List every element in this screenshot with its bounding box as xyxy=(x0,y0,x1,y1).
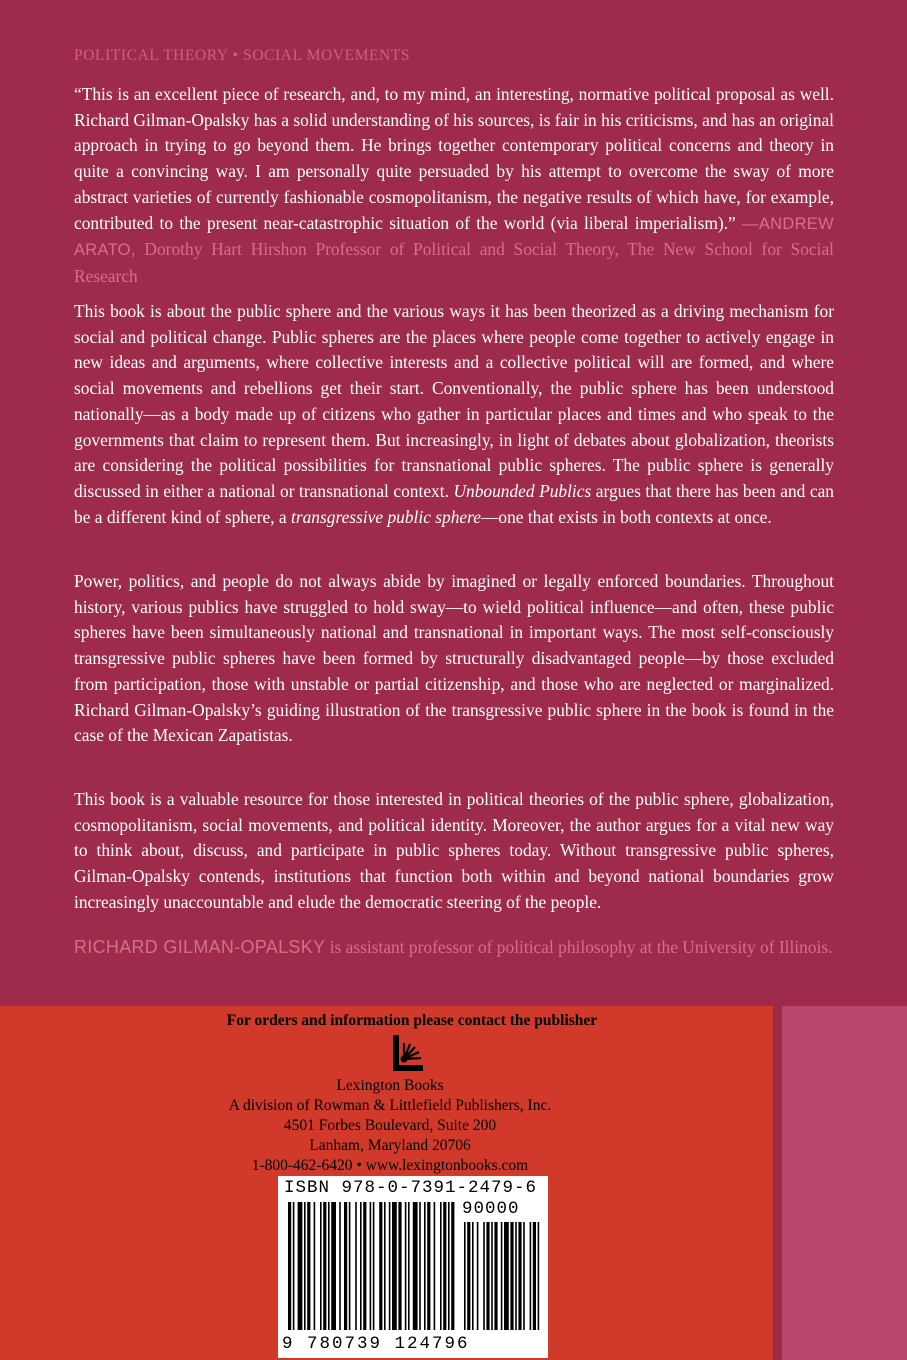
panel-divider xyxy=(773,1006,782,1360)
publisher-address xyxy=(0,1076,780,1176)
publisher-name: Lexington Books xyxy=(336,1077,444,1094)
publisher-street: 4501 Forbes Boulevard, Suite 200 xyxy=(283,1117,497,1134)
isbn-number: ISBN 978-0-7391-2479-6 xyxy=(284,1178,538,1198)
description-text: This book is about the public sphere and the various ways it has been theorized as a driving mechanism for social and political change. Public spheres are the places where people come together to actively engage in new ideas and arguments, where collective interests and a collective political will are formed, and where social movements and rebellions get their start. Conventionally, the public sphere has been understood nationally—as a body made up of citizens who gather in particular places and times and who speak to the governments that claim to represent them. But increasingly, in light of debates about globalization, theorists are considering the political possibilities for transnational public spheres. The public sphere is generally discussed in either a national or transnational context. xyxy=(74,301,834,501)
description-text: argues that there has been and can be a different kind of sphere, a xyxy=(74,480,834,527)
description-paragraph-3: This book is a valuable resource for those interested in political theories of the public sphere, globalization, cosmopolitanism, social movements, and political identity. Moreover, the author argues for a vital new way to think about, discuss, and participate in public spheres today. Without transgressive public spheres, Gilman-Opalsky contends, institutions that function both within and beyond national boundaries grow increasingly unaccountable and elude the democratic steering of the people. xyxy=(74,789,834,912)
barcode-digits: 9 780739 124796 xyxy=(282,1334,470,1354)
endorsement-quote xyxy=(74,82,834,290)
isbn-barcode xyxy=(278,1176,548,1358)
lexington-sunburst-icon xyxy=(390,1033,430,1075)
author-bio-text: is assistant professor of political philosophy at the University of Illinois. xyxy=(329,937,833,957)
category-label: POLITICAL THEORY • SOCIAL MOVEMENTS xyxy=(74,47,411,64)
publisher-division: A division of Rowman & Littlefield Publishers, Inc. xyxy=(228,1097,552,1114)
publisher-phone-web: 1-800-462-6420 • www.lexingtonbooks.com xyxy=(251,1157,529,1174)
description-paragraph-1 xyxy=(74,299,834,530)
description-text: —one that exists in both contexts at once. xyxy=(480,506,772,527)
term-italic: transgressive public sphere xyxy=(291,506,481,527)
quote-attribution-name: —ANDREW ARATO, xyxy=(74,214,834,260)
author-bio xyxy=(74,935,834,961)
book-title-italic: Unbounded Publics xyxy=(453,480,592,501)
publisher-city: Lanham, Maryland 20706 xyxy=(309,1137,471,1154)
quote-attribution-title: Dorothy Hart Hirshon Professor of Political and Social Theory, The New School for Social Research xyxy=(74,239,834,286)
author-name: RICHARD GILMAN-OPALSKY xyxy=(74,937,326,957)
description-paragraph-2: Power, politics, and people do not always abide by imagined or legally enforced boundaries. Throughout history, various publics have struggled to hold sway—to wield political influence—and often, these public spheres have been simultaneously national and transnational in important ways. The most self-consciously transgressive public spheres have been formed by structurally disadvantaged people—by those excluded from participation, those with unstable or partial citizenship, and those who are neglected or marginalized. Richard Gilman-Opalsky’s guiding illustration of the transgressive public sphere in the book is found in the case of the Mexican Zapatistas. xyxy=(74,571,834,746)
contact-publisher-line: For orders and information please contact the publisher xyxy=(226,1012,598,1029)
quote-text: “This is an excellent piece of research, and, to my mind, an interesting, normative political proposal as well. Richard Gilman-Opalsky has a solid understanding of his sources, is fair in his criticisms, and has an original approach in trying to go beyond them. He brings together contemporary political concerns and theory in quite a convincing way. I am personally quite persuaded by his attempt to overcome the sway of more abstract varieties of currently fashionable cosmopolitanism, the negative results of which have, for example, contributed to the present near-catastrophic situation of the world (via liberal imperialism).” xyxy=(74,84,834,233)
spine-color-block xyxy=(782,1006,907,1360)
price-code: 90000 xyxy=(462,1199,520,1219)
